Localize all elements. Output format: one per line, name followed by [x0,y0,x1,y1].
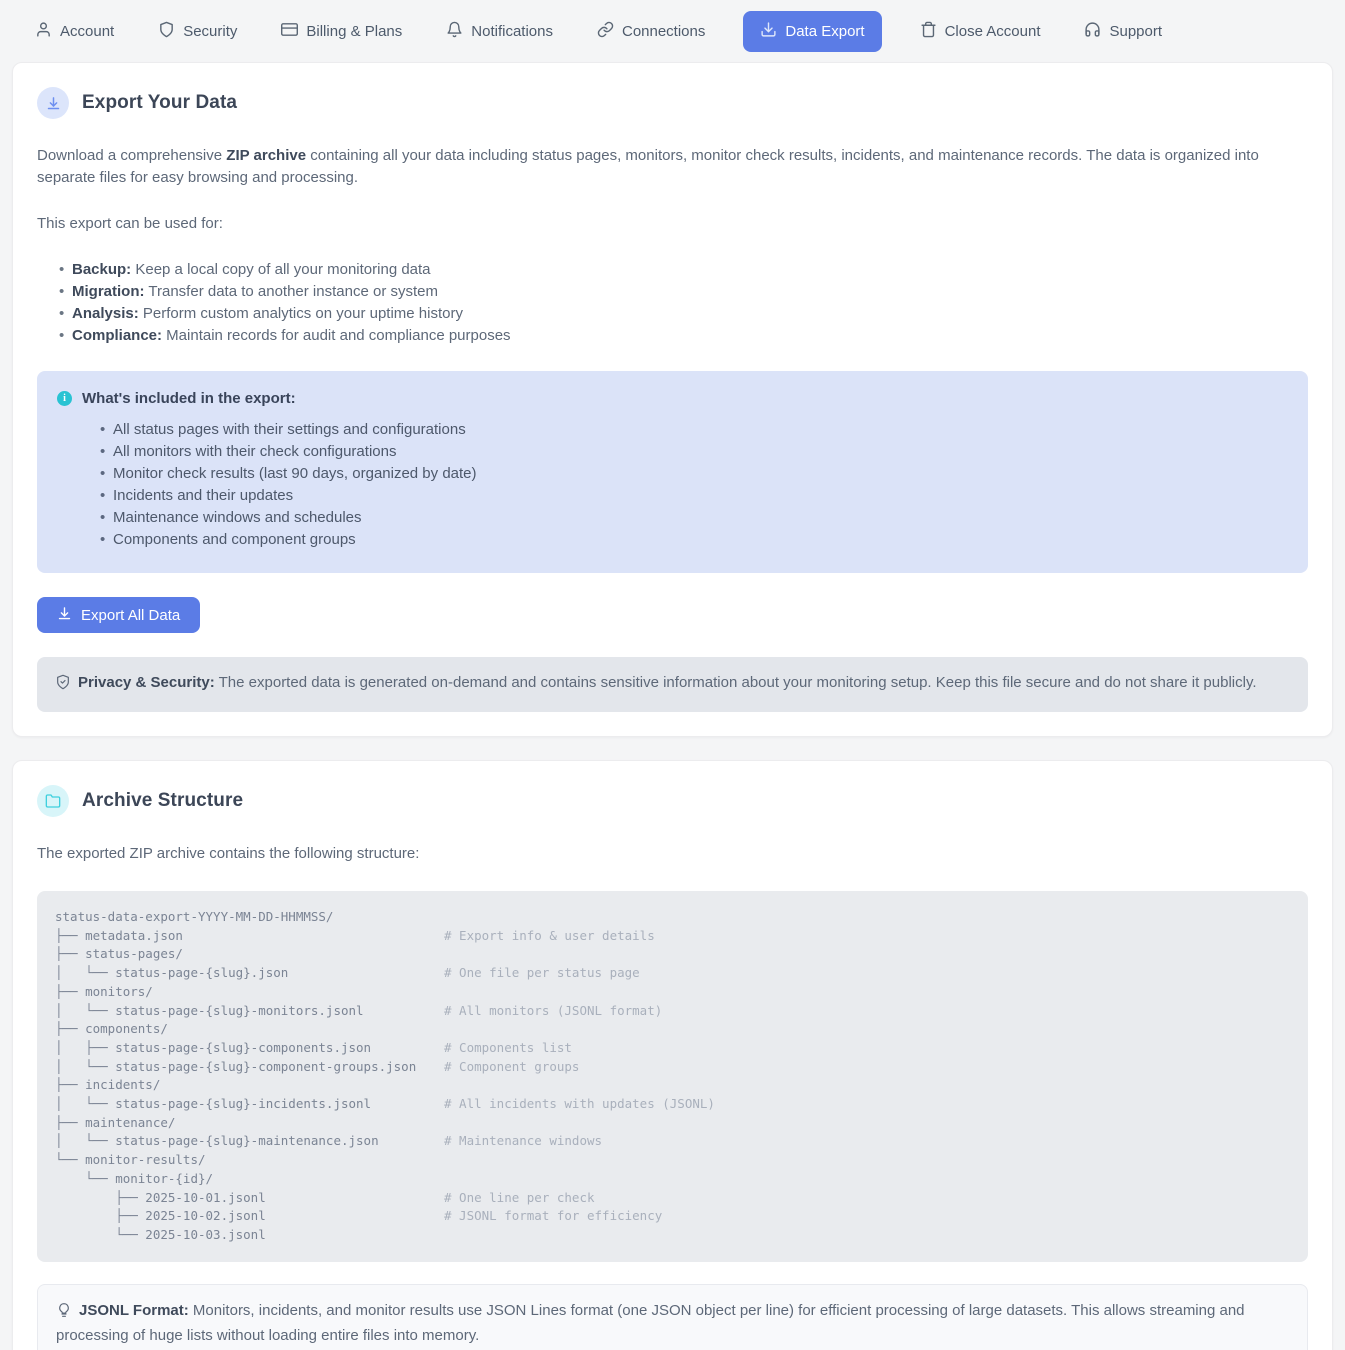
use-case-item: • Compliance: Maintain records for audit and compliance purposes [59,325,1308,347]
tab-security[interactable] [158,21,237,42]
privacy-note [37,657,1308,712]
tree-line: └── monitor-results/ [55,1152,206,1168]
included-item: • Incidents and their updates [100,485,1288,507]
lightbulb-icon [56,1305,72,1322]
credit-card-icon [281,21,298,42]
archive-card-header [37,785,1308,817]
archive-tree [37,891,1308,1262]
privacy-note-title: Privacy & Security: [78,674,215,691]
tab-billing-plans[interactable] [281,21,402,42]
included-item: • All monitors with their check configurations [100,441,1288,463]
export-data-card [12,62,1333,737]
tab-label: Notifications [471,22,553,40]
tab-data-export[interactable] [743,11,881,52]
tree-line: │ └── status-page-{slug}-component-groups.json # Component groups [55,1058,580,1074]
use-case-item: • Backup: Keep a local copy of all your monitoring data [59,259,1308,281]
tree-line: ├── 2025-10-01.jsonl # One line per check [55,1189,595,1205]
export-button-label: Export All Data [81,606,181,624]
bell-icon [446,21,463,42]
link-icon [597,21,614,42]
tab-label: Security [183,22,238,40]
included-info-header [57,390,1288,407]
archive-title: Archive Structure [82,790,244,811]
tab-close-account[interactable] [920,21,1041,42]
archive-structure-card [12,760,1333,1350]
included-item: • Components and component groups [100,529,1288,551]
headphones-icon [1084,21,1101,42]
tree-line: └── 2025-10-03.jsonl [55,1226,266,1242]
included-items-list [57,419,1288,551]
tree-line: │ └── status-page-{slug}.json # One file per status page [55,965,640,981]
download-circle-icon [37,87,69,119]
trash-icon [920,21,937,42]
use-case-item: • Migration: Transfer data to another instance or system [59,281,1308,303]
tree-line: ├── incidents/ [55,1077,161,1093]
tab-label: Close Account [944,22,1041,40]
included-info-box [37,371,1308,573]
tab-connections[interactable] [597,21,705,42]
tree-line: ├── monitors/ [55,983,153,999]
folder-icon [37,785,69,817]
tree-line: ├── status-pages/ [55,946,183,962]
export-card-header [37,87,1308,119]
tab-notifications[interactable] [446,21,553,42]
tab-account[interactable] [35,21,114,42]
tree-line: │ └── status-page-{slug}-monitors.jsonl # All monitors (JSONL format) [55,1002,663,1018]
info-icon: i [57,391,72,406]
archive-intro-text: The exported ZIP archive contains the following structure: [37,845,420,862]
shield-check-icon [55,677,71,694]
use-case-item: • Analysis: Perform custom analytics on your uptime history [59,303,1308,325]
included-item: • Maintenance windows and schedules [100,507,1288,529]
tab-label: Connections [621,22,706,40]
tree-line: ├── 2025-10-02.jsonl # JSONL format for efficiency [55,1208,663,1224]
use-case-list [37,259,1308,347]
tab-label: Account [60,22,115,40]
included-info-title: What's included in the export: [82,390,296,407]
user-icon [35,21,52,42]
tab-label: Data Export [785,22,865,40]
tab-label: Billing & Plans [306,22,403,40]
included-item: • All status pages with their settings and configurations [100,419,1288,441]
tree-line: │ └── status-page-{slug}-maintenance.json # Maintenance windows [55,1133,603,1149]
export-all-data-button[interactable] [37,597,200,633]
tree-line: └── monitor-{id}/ [55,1170,214,1186]
tree-line: status-data-export-YYYY-MM-DD-HHMMSS/ [55,909,334,924]
jsonl-format-note [37,1284,1308,1350]
tree-line: │ └── status-page-{slug}-incidents.jsonl # All incidents with updates (JSONL) [55,1096,715,1112]
included-item: • Monitor check results (last 90 days, organized by date) [100,463,1288,485]
shield-icon [158,21,175,42]
tab-label: Support [1109,22,1163,40]
jsonl-note-text: Monitors, incidents, and monitor results use JSON Lines format (one JSON object per line) for efficient processing of large datasets. This allows streaming and processing of huge lists without loading entire files into memory. [56,1301,1245,1344]
download-icon [760,21,777,42]
privacy-note-text: The exported data is generated on-demand and contains sensitive information about your monitoring setup. Keep this file secure and do not share it publicly. [214,674,1257,691]
tree-line: ├── maintenance/ [55,1114,176,1130]
tree-line: ├── metadata.json # Export info & user details [55,927,655,943]
export-intro-text: Download a comprehensive ZIP archive containing all your data including status pages, monitors, monitor check results, incidents, and maintenance records. The data is organized into separate files for easy browsing and processing. [37,147,1259,186]
page-title: Export Your Data [82,92,238,113]
usage-heading: This export can be used for: [37,215,223,232]
tree-line: │ ├── status-page-{slug}-components.json # Components list [55,1039,572,1055]
tree-line: ├── components/ [55,1021,168,1037]
jsonl-note-title: JSONL Format: [79,1301,189,1319]
settings-nav [0,0,1345,62]
download-icon [57,606,72,625]
tab-support[interactable] [1084,21,1162,42]
